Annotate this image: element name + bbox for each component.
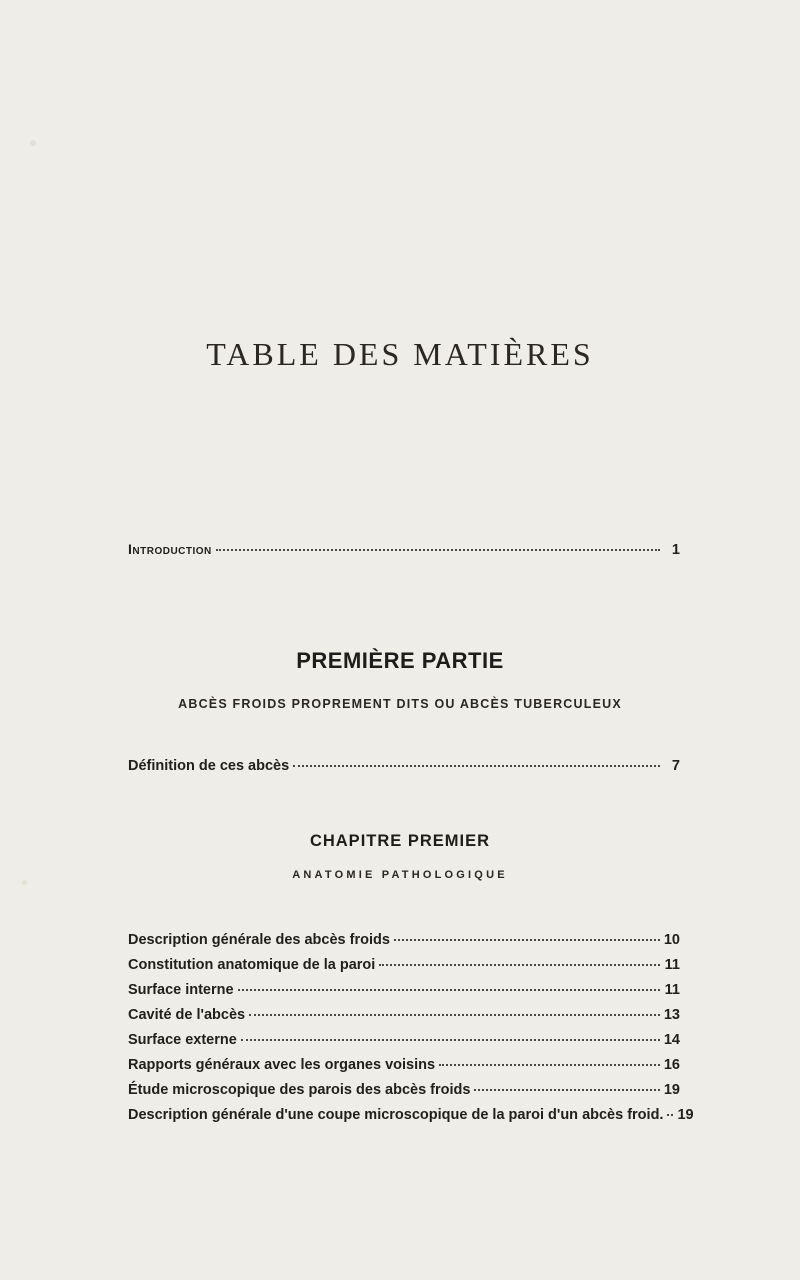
toc-entry (128, 1107, 694, 1123)
dot-leader (394, 939, 660, 941)
toc-entry (128, 1057, 680, 1073)
toc-entry (128, 1007, 680, 1023)
paper-speck (30, 140, 36, 146)
toc-entry (128, 1032, 680, 1048)
part-subtitle: ABCÈS FROIDS PROPREMENT DITS OU ABCÈS TUBERCULEUX (178, 697, 622, 711)
toc-entry-page: 19 (677, 1107, 694, 1123)
toc-entry-page: 10 (663, 932, 680, 948)
toc-entry-page: 7 (671, 758, 680, 774)
dot-leader (241, 1039, 660, 1041)
toc-entry-label: Rapports généraux avec les organes voisins (128, 1057, 436, 1073)
chapter-title: CHAPITRE PREMIER (309, 832, 491, 850)
dot-leader (474, 1089, 659, 1091)
toc-entry-page: 1 (671, 542, 680, 558)
toc-entry-page: 16 (663, 1057, 680, 1073)
toc-entry-label: Surface interne (128, 982, 234, 998)
dot-leader (249, 1014, 660, 1016)
toc-entry-page: 13 (663, 1007, 680, 1023)
toc-entry-label: Constitution anatomique de la paroi (128, 957, 376, 973)
toc-entry-page: 19 (663, 1082, 680, 1098)
chapter-subtitle: ANATOMIE PATHOLOGIQUE (292, 869, 508, 881)
toc-entry-label: Étude microscopique des parois des abcès froids (128, 1082, 471, 1098)
toc-entry (128, 1082, 680, 1098)
toc-entry-page: 14 (663, 1032, 680, 1048)
part-title: PREMIÈRE PARTIE (296, 648, 504, 673)
toc-entry-label: Définition de ces abcès (128, 758, 290, 774)
dot-leader (667, 1114, 673, 1116)
toc-entry-definition (128, 758, 680, 774)
toc-entry (128, 932, 680, 948)
toc-entry-introduction (128, 541, 680, 558)
dot-leader (238, 989, 660, 991)
toc-entry-label: Cavité de l'abcès (128, 1007, 246, 1023)
dot-leader (379, 964, 660, 966)
toc-entry-page: 11 (664, 982, 680, 998)
page-title: TABLE DES MATIÈRES (206, 336, 594, 372)
toc-entry-label: Introduction (128, 541, 212, 557)
toc-entry-label: Description générale d'une coupe microscopique de la paroi d'un abcès froid. (128, 1107, 664, 1123)
toc-entry-page: 11 (664, 957, 680, 973)
dot-leader (293, 765, 660, 767)
toc-entry (128, 957, 680, 973)
toc-entry-label: Surface externe (128, 1032, 237, 1048)
toc-entry (128, 982, 680, 998)
dot-leader (439, 1064, 660, 1066)
dot-leader (216, 549, 660, 551)
toc-entry-label: Description générale des abcès froids (128, 932, 390, 948)
